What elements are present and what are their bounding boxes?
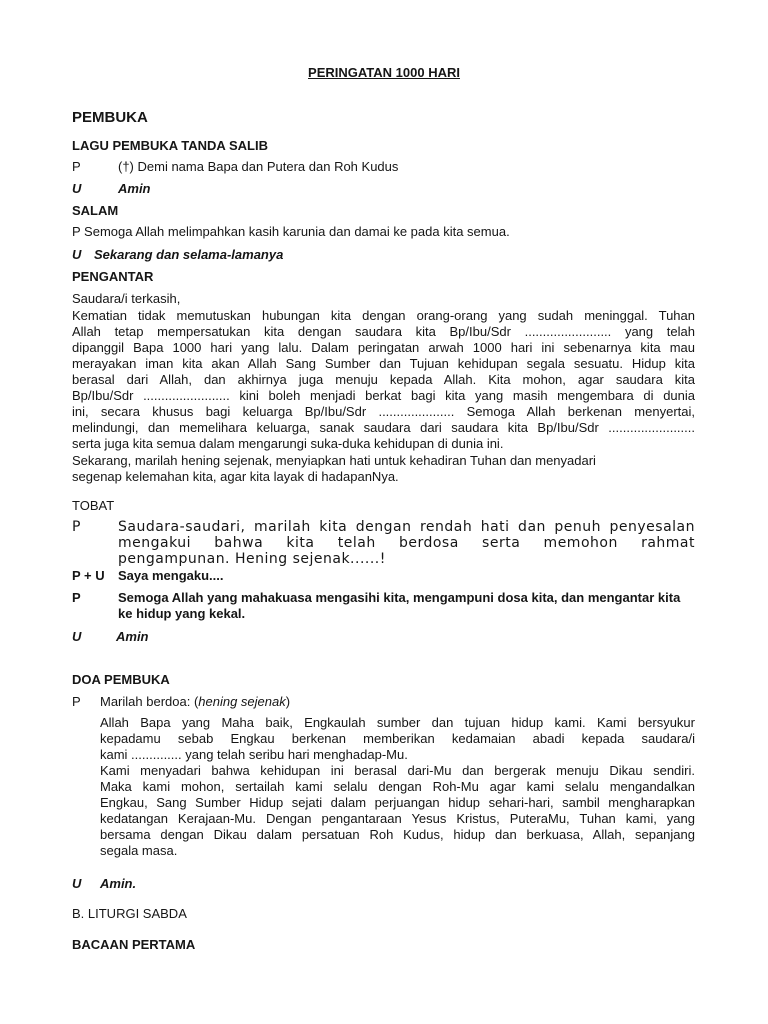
paragraph-line: Allah Bapa yang Maha baik, Engkaulah sumber dan tujuan hidup kami. Kami bersyukur xyxy=(100,715,695,730)
pengantar-greeting: Saudara/i terkasih, xyxy=(72,291,181,306)
paragraph-line: Bp/Ibu/Sdr ........................ kini boleh menjadi berkat bagi kita yang masih mengembara di dunia xyxy=(72,388,695,403)
salam-p-line: P Semoga Allah melimpahkan kasih karunia dan damai ke pada kita semua. xyxy=(72,224,510,239)
lagu-u-response: Amin xyxy=(118,181,151,196)
paragraph-line: merayakan iman kita akan Allah Sang Sumber dan Tujuan kehidupan segala sesuatu. Hidup kita xyxy=(72,356,695,371)
invitation-prefix: Marilah berdoa: ( xyxy=(100,694,199,709)
paragraph-line: Sekarang, marilah hening sejenak, menyiapkan hati untuk kehadiran Tuhan dan menyadari xyxy=(72,453,596,468)
paragraph-line: dipanggil Bapa 1000 hari yang lalu. Dalam peringatan arwah 1000 hari ini sebenarnya kita mau xyxy=(72,340,695,355)
page-title: PERINGATAN 1000 HARI xyxy=(308,65,460,80)
role-label-u: U xyxy=(72,181,82,196)
subheading-lagu-pembuka: LAGU PEMBUKA TANDA SALIB xyxy=(72,138,268,153)
tobat-invitation xyxy=(118,519,695,567)
paragraph-line: Kami menyadari bahwa kehidupan ini berasal dari-Mu dan bergerak menuju Dikau sendiri. xyxy=(100,763,695,778)
subheading-salam: SALAM xyxy=(72,203,119,218)
paragraph-line: Kematian tidak memutuskan hubungan kita dengan orang-orang yang sudah meninggal. Tuhan xyxy=(72,308,695,323)
paragraph-line: Semoga Allah yang mahakuasa mengasihi kita, mengampuni dosa kita, dan mengantar kita xyxy=(118,590,681,605)
doa-u-response: Amin. xyxy=(100,876,137,891)
subheading-bacaan-pertama: BACAAN PERTAMA xyxy=(72,937,196,952)
salam-u-response: Sekarang dan selama-lamanya xyxy=(94,247,284,262)
role-label-p: P xyxy=(72,590,81,605)
role-label-u: U xyxy=(72,876,82,891)
paragraph-line: Engkau, Sang Sumber Hidup sejati dalam perjuangan hidup sehari-hari, sambil mengharapkan xyxy=(100,795,695,810)
subheading-tobat: TOBAT xyxy=(72,498,115,513)
paragraph-line: Allah tetap mempersatukan kita dengan saudara kita Bp/Ibu/Sdr ........................ yang telah xyxy=(72,324,695,339)
paragraph-line: kepadamu sebab Engkau berkenan memberikan kedamaian abadi kepada saudara/i xyxy=(100,731,695,746)
subheading-doa-pembuka: DOA PEMBUKA xyxy=(72,672,170,687)
paragraph-line: melindungi, dan memelihara keluarga, sanak saudara dari saudara kita Bp/Ibu/Sdr ........................ xyxy=(72,420,695,435)
paragraph-line: ke hidup yang kekal. xyxy=(118,606,246,621)
pengantar-paragraph xyxy=(72,308,695,452)
section-heading-liturgi-sabda: B. LITURGI SABDA xyxy=(72,906,187,921)
role-label-u: U xyxy=(72,629,82,644)
paragraph-line: pengampunan. Hening sejenak......! xyxy=(118,551,386,567)
paragraph-line: Maka kami mohon, sertailah kami selalu dengan Roh-Mu agar kami selalu mengandalkan xyxy=(100,779,695,794)
role-label-p-u: P + U xyxy=(72,568,105,583)
subheading-pengantar: PENGANTAR xyxy=(72,269,154,284)
opening-prayer xyxy=(100,715,695,859)
role-label-p: P xyxy=(72,694,81,709)
pengantar-closing xyxy=(72,453,695,485)
paragraph-line: kami .............. yang telah seribu hari menghadap-Mu. xyxy=(100,747,408,762)
paragraph-line: ini, secara khusus bagi keluarga Bp/Ibu/Sdr ..................... Semoga Allah berkenan menyertai, xyxy=(72,404,695,419)
paragraph-line: bersama dengan Dikau dalam persatuan Roh Kudus, hidup dan berkuasa, Allah, sepanjang xyxy=(100,827,695,842)
section-heading-pembuka: PEMBUKA xyxy=(72,109,148,126)
invitation-suffix: ) xyxy=(285,694,291,709)
confiteor-text: Saya mengaku.... xyxy=(118,568,224,583)
role-label-p: P xyxy=(72,159,81,174)
lagu-p-text: (†) Demi nama Bapa dan Putera dan Roh Kudus xyxy=(118,159,399,174)
paragraph-line: mengakui bahwa kita telah berdosa serta memohon rahmat xyxy=(118,535,695,551)
invitation-rubric: hening sejenak xyxy=(198,694,286,709)
paragraph-line: berasal dari Allah, dan akhirnya juga menuju kepada Allah. Kita mohon, agar saudara kita xyxy=(72,372,695,387)
role-label-p: P xyxy=(72,519,81,535)
paragraph-line: serta juga kita semua dalam mengarungi suka-duka kehidupan di dunia ini. xyxy=(72,436,504,451)
paragraph-line: segala masa. xyxy=(100,843,178,858)
paragraph-line: Saudara-saudari, marilah kita dengan rendah hati dan penuh penyesalan xyxy=(118,519,695,535)
absolution-text xyxy=(118,590,695,622)
tobat-u-response: Amin xyxy=(116,629,149,644)
paragraph-line: segenap kelemahan kita, agar kita layak di hadapanNya. xyxy=(72,469,399,484)
paragraph-line: kedatangan Kerajaan-Mu. Dengan pengantaraan Yesus Kristus, PuteraMu, Tuhan kami, yang xyxy=(100,811,695,826)
prayer-invitation xyxy=(100,694,290,710)
role-label-u: U xyxy=(72,247,82,262)
